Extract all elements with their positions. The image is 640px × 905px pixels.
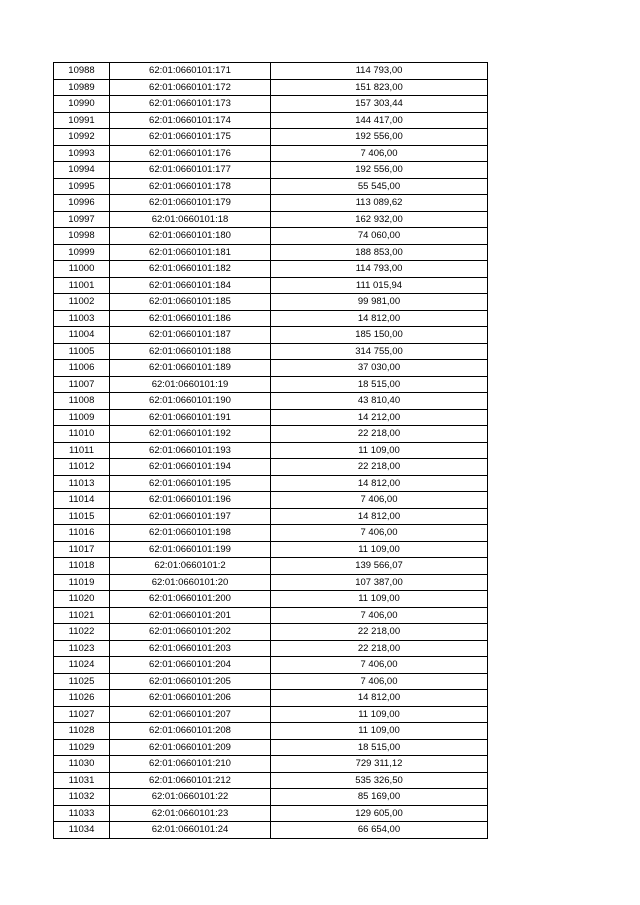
row-number-cell: 11022 [54, 624, 110, 641]
cadastral-number-cell: 62:01:0660101:200 [110, 591, 271, 608]
row-number-cell: 10994 [54, 162, 110, 179]
cadastral-number-cell: 62:01:0660101:180 [110, 228, 271, 245]
row-number-cell: 11011 [54, 442, 110, 459]
table-row [54, 96, 488, 113]
value-cell: 151 823,00 [271, 79, 488, 96]
value-cell: 66 654,00 [271, 822, 488, 839]
cadastral-number-cell: 62:01:0660101:188 [110, 343, 271, 360]
row-number-cell: 11012 [54, 459, 110, 476]
row-number-cell: 11019 [54, 574, 110, 591]
cadastral-number-cell: 62:01:0660101:174 [110, 112, 271, 129]
table-row [54, 442, 488, 459]
table-row [54, 739, 488, 756]
table-row [54, 789, 488, 806]
cadastral-number-cell: 62:01:0660101:198 [110, 525, 271, 542]
row-number-cell: 11030 [54, 756, 110, 773]
row-number-cell: 11010 [54, 426, 110, 443]
table-row [54, 145, 488, 162]
table-row [54, 261, 488, 278]
value-cell: 55 545,00 [271, 178, 488, 195]
row-number-cell: 11033 [54, 805, 110, 822]
value-cell: 22 218,00 [271, 426, 488, 443]
value-cell: 729 311,12 [271, 756, 488, 773]
table-row [54, 508, 488, 525]
value-cell: 114 793,00 [271, 63, 488, 80]
table-row [54, 244, 488, 261]
cadastral-number-cell: 62:01:0660101:171 [110, 63, 271, 80]
cadastral-number-cell: 62:01:0660101:184 [110, 277, 271, 294]
value-cell: 185 150,00 [271, 327, 488, 344]
cadastral-number-cell: 62:01:0660101:212 [110, 772, 271, 789]
value-cell: 14 212,00 [271, 409, 488, 426]
cadastral-number-cell: 62:01:0660101:207 [110, 706, 271, 723]
cadastral-number-cell: 62:01:0660101:20 [110, 574, 271, 591]
row-number-cell: 11016 [54, 525, 110, 542]
cadastral-number-cell: 62:01:0660101:176 [110, 145, 271, 162]
cadastral-number-cell: 62:01:0660101:210 [110, 756, 271, 773]
table-row [54, 327, 488, 344]
value-cell: 162 932,00 [271, 211, 488, 228]
row-number-cell: 11005 [54, 343, 110, 360]
table-row [54, 772, 488, 789]
table-row [54, 591, 488, 608]
value-cell: 129 605,00 [271, 805, 488, 822]
data-table [53, 62, 488, 839]
row-number-cell: 11014 [54, 492, 110, 509]
table-row [54, 162, 488, 179]
value-cell: 7 406,00 [271, 492, 488, 509]
row-number-cell: 10991 [54, 112, 110, 129]
table-body [54, 63, 488, 839]
row-number-cell: 11018 [54, 558, 110, 575]
table-row [54, 706, 488, 723]
row-number-cell: 10997 [54, 211, 110, 228]
value-cell: 11 109,00 [271, 541, 488, 558]
value-cell: 144 417,00 [271, 112, 488, 129]
table-row [54, 112, 488, 129]
row-number-cell: 10990 [54, 96, 110, 113]
row-number-cell: 10998 [54, 228, 110, 245]
cadastral-number-cell: 62:01:0660101:205 [110, 673, 271, 690]
table-row [54, 657, 488, 674]
table-row [54, 310, 488, 327]
table-row [54, 756, 488, 773]
row-number-cell: 11028 [54, 723, 110, 740]
value-cell: 11 109,00 [271, 442, 488, 459]
value-cell: 99 981,00 [271, 294, 488, 311]
cadastral-number-cell: 62:01:0660101:173 [110, 96, 271, 113]
table-row [54, 294, 488, 311]
value-cell: 11 109,00 [271, 706, 488, 723]
cadastral-number-cell: 62:01:0660101:189 [110, 360, 271, 377]
cadastral-number-cell: 62:01:0660101:179 [110, 195, 271, 212]
cadastral-number-cell: 62:01:0660101:196 [110, 492, 271, 509]
table-row [54, 277, 488, 294]
cadastral-number-cell: 62:01:0660101:208 [110, 723, 271, 740]
row-number-cell: 10992 [54, 129, 110, 146]
cadastral-number-cell: 62:01:0660101:193 [110, 442, 271, 459]
row-number-cell: 11004 [54, 327, 110, 344]
row-number-cell: 11031 [54, 772, 110, 789]
value-cell: 43 810,40 [271, 393, 488, 410]
row-number-cell: 11006 [54, 360, 110, 377]
table-row [54, 690, 488, 707]
row-number-cell: 10993 [54, 145, 110, 162]
row-number-cell: 10999 [54, 244, 110, 261]
table-row [54, 63, 488, 80]
row-number-cell: 11003 [54, 310, 110, 327]
value-cell: 18 515,00 [271, 739, 488, 756]
table-row [54, 822, 488, 839]
table-row [54, 195, 488, 212]
cadastral-number-cell: 62:01:0660101:201 [110, 607, 271, 624]
value-cell: 7 406,00 [271, 657, 488, 674]
table-row [54, 723, 488, 740]
table-row [54, 360, 488, 377]
value-cell: 22 218,00 [271, 459, 488, 476]
cadastral-number-cell: 62:01:0660101:186 [110, 310, 271, 327]
row-number-cell: 11015 [54, 508, 110, 525]
row-number-cell: 11000 [54, 261, 110, 278]
table-row [54, 211, 488, 228]
table-row [54, 624, 488, 641]
table-row [54, 409, 488, 426]
cadastral-number-cell: 62:01:0660101:185 [110, 294, 271, 311]
table-row [54, 640, 488, 657]
cadastral-number-cell: 62:01:0660101:22 [110, 789, 271, 806]
row-number-cell: 11029 [54, 739, 110, 756]
table-row [54, 393, 488, 410]
cadastral-number-cell: 62:01:0660101:195 [110, 475, 271, 492]
table-row [54, 459, 488, 476]
cadastral-number-cell: 62:01:0660101:209 [110, 739, 271, 756]
table-row [54, 376, 488, 393]
row-number-cell: 11007 [54, 376, 110, 393]
value-cell: 14 812,00 [271, 310, 488, 327]
table-row [54, 607, 488, 624]
cadastral-number-cell: 62:01:0660101:194 [110, 459, 271, 476]
cadastral-number-cell: 62:01:0660101:178 [110, 178, 271, 195]
table-row [54, 525, 488, 542]
value-cell: 22 218,00 [271, 624, 488, 641]
value-cell: 85 169,00 [271, 789, 488, 806]
value-cell: 157 303,44 [271, 96, 488, 113]
table-row [54, 673, 488, 690]
cadastral-number-cell: 62:01:0660101:199 [110, 541, 271, 558]
table-row [54, 79, 488, 96]
cadastral-number-cell: 62:01:0660101:191 [110, 409, 271, 426]
cadastral-number-cell: 62:01:0660101:181 [110, 244, 271, 261]
value-cell: 192 556,00 [271, 162, 488, 179]
value-cell: 7 406,00 [271, 525, 488, 542]
cadastral-number-cell: 62:01:0660101:190 [110, 393, 271, 410]
row-number-cell: 10989 [54, 79, 110, 96]
cadastral-number-cell: 62:01:0660101:177 [110, 162, 271, 179]
table-row [54, 475, 488, 492]
value-cell: 7 406,00 [271, 145, 488, 162]
value-cell: 139 566,07 [271, 558, 488, 575]
value-cell: 74 060,00 [271, 228, 488, 245]
row-number-cell: 11032 [54, 789, 110, 806]
value-cell: 113 089,62 [271, 195, 488, 212]
value-cell: 7 406,00 [271, 673, 488, 690]
table-row [54, 426, 488, 443]
cadastral-number-cell: 62:01:0660101:203 [110, 640, 271, 657]
value-cell: 11 109,00 [271, 723, 488, 740]
row-number-cell: 10995 [54, 178, 110, 195]
cadastral-number-cell: 62:01:0660101:172 [110, 79, 271, 96]
table-row [54, 228, 488, 245]
row-number-cell: 11020 [54, 591, 110, 608]
table-row [54, 558, 488, 575]
value-cell: 314 755,00 [271, 343, 488, 360]
row-number-cell: 11024 [54, 657, 110, 674]
row-number-cell: 11009 [54, 409, 110, 426]
cadastral-number-cell: 62:01:0660101:175 [110, 129, 271, 146]
table-row [54, 343, 488, 360]
cadastral-number-cell: 62:01:0660101:202 [110, 624, 271, 641]
value-cell: 114 793,00 [271, 261, 488, 278]
row-number-cell: 11002 [54, 294, 110, 311]
value-cell: 535 326,50 [271, 772, 488, 789]
cadastral-number-cell: 62:01:0660101:192 [110, 426, 271, 443]
table-row [54, 574, 488, 591]
value-cell: 188 853,00 [271, 244, 488, 261]
row-number-cell: 10996 [54, 195, 110, 212]
cadastral-number-cell: 62:01:0660101:18 [110, 211, 271, 228]
cadastral-number-cell: 62:01:0660101:19 [110, 376, 271, 393]
row-number-cell: 11025 [54, 673, 110, 690]
value-cell: 111 015,94 [271, 277, 488, 294]
row-number-cell: 11008 [54, 393, 110, 410]
value-cell: 14 812,00 [271, 508, 488, 525]
value-cell: 192 556,00 [271, 129, 488, 146]
row-number-cell: 11026 [54, 690, 110, 707]
table-row [54, 805, 488, 822]
cadastral-number-cell: 62:01:0660101:23 [110, 805, 271, 822]
value-cell: 11 109,00 [271, 591, 488, 608]
cadastral-number-cell: 62:01:0660101:2 [110, 558, 271, 575]
row-number-cell: 11021 [54, 607, 110, 624]
cadastral-number-cell: 62:01:0660101:24 [110, 822, 271, 839]
cadastral-number-cell: 62:01:0660101:182 [110, 261, 271, 278]
cadastral-number-cell: 62:01:0660101:187 [110, 327, 271, 344]
row-number-cell: 11017 [54, 541, 110, 558]
table-row [54, 178, 488, 195]
value-cell: 7 406,00 [271, 607, 488, 624]
value-cell: 37 030,00 [271, 360, 488, 377]
cadastral-number-cell: 62:01:0660101:197 [110, 508, 271, 525]
value-cell: 14 812,00 [271, 475, 488, 492]
row-number-cell: 10988 [54, 63, 110, 80]
row-number-cell: 11001 [54, 277, 110, 294]
row-number-cell: 11027 [54, 706, 110, 723]
table-row [54, 129, 488, 146]
value-cell: 22 218,00 [271, 640, 488, 657]
row-number-cell: 11013 [54, 475, 110, 492]
cadastral-number-cell: 62:01:0660101:206 [110, 690, 271, 707]
row-number-cell: 11023 [54, 640, 110, 657]
table-row [54, 541, 488, 558]
value-cell: 18 515,00 [271, 376, 488, 393]
table-row [54, 492, 488, 509]
row-number-cell: 11034 [54, 822, 110, 839]
value-cell: 107 387,00 [271, 574, 488, 591]
cadastral-number-cell: 62:01:0660101:204 [110, 657, 271, 674]
value-cell: 14 812,00 [271, 690, 488, 707]
